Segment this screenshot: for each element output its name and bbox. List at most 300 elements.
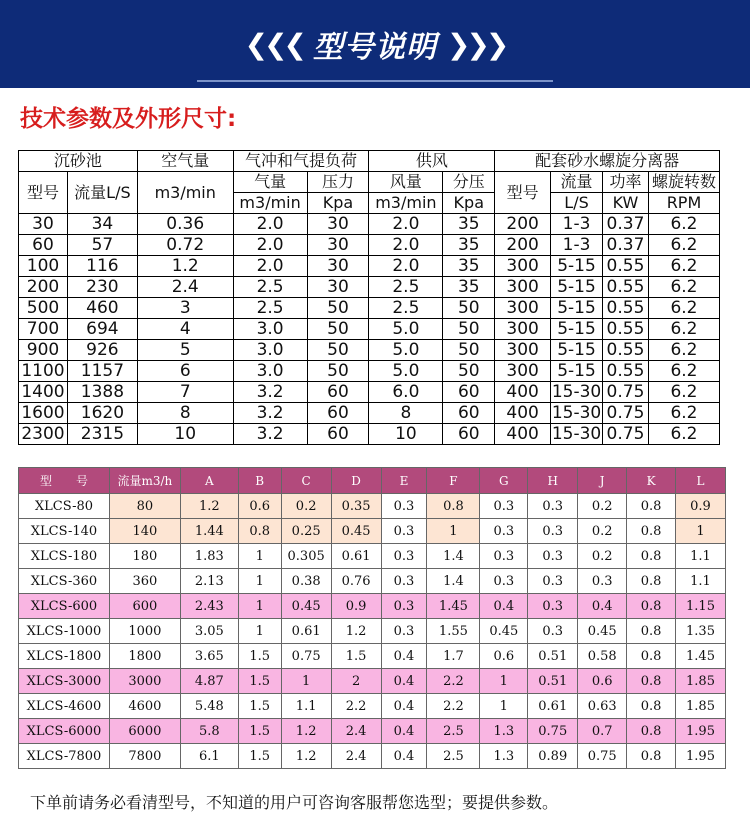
dimension-cell: 4600 bbox=[109, 694, 180, 719]
spec-cell: 0.37 bbox=[603, 214, 649, 235]
spec-cell: 3.2 bbox=[233, 403, 307, 424]
dimension-row bbox=[19, 644, 726, 669]
dimension-cell: 0.8 bbox=[627, 719, 676, 744]
dimension-cell: 0.3 bbox=[528, 569, 578, 594]
dimension-cell: 1.45 bbox=[676, 644, 726, 669]
dimension-cell: 0.4 bbox=[381, 694, 427, 719]
spec-cell: 6.2 bbox=[648, 382, 719, 403]
dimension-cell: 0.4 bbox=[480, 594, 528, 619]
dimension-cell: 2.5 bbox=[427, 719, 480, 744]
dimension-cell: 0.25 bbox=[281, 519, 331, 544]
spec-cell: 200 bbox=[495, 214, 551, 235]
dimension-cell: 0.51 bbox=[528, 644, 578, 669]
spec-row bbox=[19, 403, 720, 424]
spec-cell: 2.5 bbox=[369, 298, 443, 319]
dimension-cell: 0.6 bbox=[480, 644, 528, 669]
dimension-cell: 0.3 bbox=[480, 494, 528, 519]
dimension-cell: 0.3 bbox=[381, 544, 427, 569]
spec-cell: 200 bbox=[495, 235, 551, 256]
spec-cell: 5.0 bbox=[369, 319, 443, 340]
model-cell: XLCS-1000 bbox=[19, 619, 110, 644]
spec-cell: 60 bbox=[307, 403, 369, 424]
spec-cell: 700 bbox=[19, 319, 68, 340]
dimension-cell: 0.45 bbox=[331, 519, 381, 544]
spec-cell: 0.75 bbox=[603, 403, 649, 424]
spec-subheader: 型号 bbox=[495, 172, 551, 214]
dimension-cell: 0.61 bbox=[331, 544, 381, 569]
spec-cell: 1-3 bbox=[551, 214, 603, 235]
dimension-cell: 1.2 bbox=[180, 494, 238, 519]
dimension-cell: 0.61 bbox=[281, 619, 331, 644]
spec-cell: 57 bbox=[67, 235, 137, 256]
spec-cell: 50 bbox=[443, 298, 495, 319]
spec-cell: 10 bbox=[137, 424, 233, 445]
dimension-cell: 0.45 bbox=[281, 594, 331, 619]
dimension-cell: 1.15 bbox=[676, 594, 726, 619]
dimension-cell: 3.05 bbox=[180, 619, 238, 644]
dimension-table-body bbox=[19, 494, 726, 769]
banner-title-text: 型号说明 bbox=[313, 30, 437, 65]
spec-cell: 60 bbox=[307, 382, 369, 403]
dimension-cell: 180 bbox=[109, 544, 180, 569]
spec-subheader: 流量 bbox=[551, 172, 603, 193]
spec-cell: 5-15 bbox=[551, 340, 603, 361]
spec-cell: 5 bbox=[137, 340, 233, 361]
footer-note: 下单前请务必看清型号，不知道的用户可咨询客服帮您选型；要提供参数。 bbox=[30, 793, 559, 812]
dimension-cell: 0.8 bbox=[627, 544, 676, 569]
spec-cell: 3.2 bbox=[233, 382, 307, 403]
spec-cell: 5.0 bbox=[369, 340, 443, 361]
spec-subheader: 流量L/S bbox=[67, 172, 137, 214]
spec-cell: 0.55 bbox=[603, 277, 649, 298]
spec-cell: 10 bbox=[369, 424, 443, 445]
spec-cell: 15-30 bbox=[551, 382, 602, 402]
dimension-cell: 0.58 bbox=[578, 644, 627, 669]
dimension-cell: 0.3 bbox=[381, 494, 427, 519]
spec-group-header: 供风 bbox=[369, 151, 495, 172]
model-cell: XLCS-600 bbox=[19, 594, 110, 619]
spec-cell: 5.0 bbox=[369, 361, 443, 382]
dimension-cell: 1.55 bbox=[427, 619, 480, 644]
spec-cell: 60 bbox=[307, 424, 369, 445]
dimension-cell: 1.5 bbox=[238, 669, 281, 694]
dimension-cell: 1.7 bbox=[427, 644, 480, 669]
spec-subheader: 气量 bbox=[233, 172, 307, 193]
dimension-cell: 0.38 bbox=[281, 569, 331, 594]
spec-cell: 0.36 bbox=[137, 214, 233, 235]
spec-unit: KW bbox=[603, 193, 649, 214]
dimension-cell: 0.3 bbox=[528, 519, 578, 544]
dimension-cell: 0.3 bbox=[381, 594, 427, 619]
spec-cell: 300 bbox=[495, 277, 551, 298]
dimension-cell: 0.76 bbox=[331, 569, 381, 594]
dimension-cell: 0.89 bbox=[528, 744, 578, 769]
spec-cell: 6.2 bbox=[648, 403, 719, 424]
spec-cell: 50 bbox=[307, 361, 369, 382]
spec-cell: 30 bbox=[307, 235, 369, 256]
spec-row bbox=[19, 340, 720, 361]
spec-cell: 6.2 bbox=[648, 298, 719, 319]
spec-row bbox=[19, 319, 720, 340]
dimension-cell: 2.4 bbox=[331, 744, 381, 769]
spec-row bbox=[19, 382, 720, 403]
model-cell: XLCS-360 bbox=[19, 569, 110, 594]
spec-cell: 3 bbox=[137, 298, 233, 319]
spec-row bbox=[19, 214, 720, 235]
spec-cell: 50 bbox=[307, 319, 369, 340]
spec-cell: 900 bbox=[19, 340, 68, 361]
dimension-cell: 1.85 bbox=[676, 669, 726, 694]
spec-cell: 5-15 bbox=[551, 256, 603, 277]
dimension-cell: 0.4 bbox=[381, 719, 427, 744]
dimension-header-cell: B bbox=[238, 468, 281, 494]
dimension-cell: 0.3 bbox=[381, 569, 427, 594]
spec-cell: 30 bbox=[307, 214, 369, 235]
dimension-header-cell: D bbox=[331, 468, 381, 494]
dimension-cell: 1 bbox=[427, 519, 480, 544]
dimension-cell: 1.35 bbox=[676, 619, 726, 644]
dimension-cell: 0.75 bbox=[281, 644, 331, 669]
dimension-cell: 0.75 bbox=[528, 719, 578, 744]
dimension-cell: 6.1 bbox=[180, 744, 238, 769]
spec-group-header: 沉砂池 bbox=[19, 151, 138, 172]
spec-cell: 3.0 bbox=[233, 340, 307, 361]
spec-cell: 2.0 bbox=[233, 214, 307, 235]
spec-cell: 0.72 bbox=[137, 235, 233, 256]
spec-cell: 35 bbox=[443, 256, 495, 277]
dimension-cell: 5.8 bbox=[180, 719, 238, 744]
spec-cell: 30 bbox=[19, 214, 68, 235]
dimension-row bbox=[19, 619, 726, 644]
spec-unit: Kpa bbox=[307, 193, 369, 214]
dimension-cell: 0.3 bbox=[480, 519, 528, 544]
spec-group-header-row bbox=[19, 151, 720, 172]
dimension-cell: 1.3 bbox=[480, 744, 528, 769]
dimension-cell: 1.85 bbox=[676, 694, 726, 719]
dimension-cell: 1.83 bbox=[180, 544, 238, 569]
dimension-cell: 0.2 bbox=[578, 494, 627, 519]
dimension-cell: 80 bbox=[109, 494, 180, 519]
dimension-cell: 1.5 bbox=[238, 744, 281, 769]
spec-row bbox=[19, 298, 720, 319]
spec-cell: 2.5 bbox=[233, 298, 307, 319]
spec-cell: 35 bbox=[443, 235, 495, 256]
dimension-header-cell: 型 号 bbox=[19, 468, 110, 494]
model-cell: XLCS-7800 bbox=[19, 744, 110, 769]
dimension-header-cell: 流量m3/h bbox=[109, 468, 180, 494]
spec-cell: 15-30 bbox=[551, 424, 602, 444]
spec-cell: 4 bbox=[137, 319, 233, 340]
right-chevrons-icon: ❯❯❯ bbox=[447, 27, 506, 61]
dimension-cell: 0.305 bbox=[281, 544, 331, 569]
left-chevrons-icon: ❮❮❮ bbox=[244, 27, 303, 61]
spec-cell: 3.0 bbox=[233, 319, 307, 340]
dimension-table bbox=[18, 467, 726, 769]
spec-cell: 0.75 bbox=[603, 382, 649, 403]
model-cell: XLCS-80 bbox=[19, 494, 110, 519]
spec-cell: 500 bbox=[19, 298, 68, 319]
spec-cell: 8 bbox=[137, 403, 233, 424]
dimension-cell: 0.3 bbox=[528, 619, 578, 644]
spec-unit: L/S bbox=[551, 193, 603, 214]
spec-cell: 200 bbox=[19, 277, 68, 298]
spec-subheader: m3/min bbox=[137, 172, 233, 214]
dimension-cell: 0.8 bbox=[627, 669, 676, 694]
dimension-header-cell: A bbox=[180, 468, 238, 494]
dimension-cell: 0.4 bbox=[578, 594, 627, 619]
dimension-cell: 7800 bbox=[109, 744, 180, 769]
spec-row bbox=[19, 424, 720, 445]
spec-cell: 6.2 bbox=[648, 361, 719, 382]
dimension-header-cell: C bbox=[281, 468, 331, 494]
dimension-header-cell: E bbox=[381, 468, 427, 494]
spec-cell: 50 bbox=[443, 319, 495, 340]
spec-cell: 50 bbox=[307, 298, 369, 319]
dimension-cell: 0.3 bbox=[381, 619, 427, 644]
spec-cell: 400 bbox=[495, 424, 551, 445]
dimension-cell: 1 bbox=[676, 519, 726, 544]
spec-table bbox=[18, 150, 720, 445]
spec-cell: 460 bbox=[67, 298, 137, 319]
spec-cell: 2.0 bbox=[233, 235, 307, 256]
dimension-cell: 1 bbox=[238, 619, 281, 644]
spec-cell: 2.0 bbox=[369, 235, 443, 256]
dimension-cell: 0.8 bbox=[627, 594, 676, 619]
spec-cell: 2.0 bbox=[369, 256, 443, 277]
spec-cell: 2.0 bbox=[369, 214, 443, 235]
spec-unit: Kpa bbox=[443, 193, 495, 214]
spec-unit: m3/min bbox=[233, 193, 307, 214]
dimension-row bbox=[19, 719, 726, 744]
spec-row bbox=[19, 235, 720, 256]
spec-row bbox=[19, 277, 720, 298]
model-cell: XLCS-4600 bbox=[19, 694, 110, 719]
dimension-cell: 0.2 bbox=[578, 544, 627, 569]
model-cell: XLCS-180 bbox=[19, 544, 110, 569]
model-cell: XLCS-1800 bbox=[19, 644, 110, 669]
dimension-cell: 2.5 bbox=[427, 744, 480, 769]
dimension-cell: 0.61 bbox=[528, 694, 578, 719]
spec-cell: 116 bbox=[67, 256, 137, 277]
spec-cell: 1157 bbox=[67, 361, 137, 382]
dimension-cell: 0.35 bbox=[331, 494, 381, 519]
dimension-cell: 1000 bbox=[109, 619, 180, 644]
spec-cell: 0.55 bbox=[603, 340, 649, 361]
spec-cell: 60 bbox=[443, 403, 495, 424]
dimension-cell: 0.4 bbox=[381, 644, 427, 669]
dimension-row bbox=[19, 494, 726, 519]
spec-cell: 35 bbox=[443, 277, 495, 298]
spec-cell: 0.75 bbox=[603, 424, 649, 445]
dimension-cell: 0.3 bbox=[480, 569, 528, 594]
dimension-cell: 0.8 bbox=[238, 519, 281, 544]
spec-subheader: 功率 bbox=[603, 172, 649, 193]
dimension-cell: 360 bbox=[109, 569, 180, 594]
dimension-cell: 0.3 bbox=[528, 544, 578, 569]
model-cell: XLCS-6000 bbox=[19, 719, 110, 744]
spec-group-header: 气冲和气提负荷 bbox=[233, 151, 369, 172]
dimension-cell: 1.44 bbox=[180, 519, 238, 544]
dimension-cell: 1.1 bbox=[281, 694, 331, 719]
spec-subheader: 螺旋转数 bbox=[648, 172, 719, 193]
spec-subheader-row bbox=[19, 172, 720, 193]
spec-cell: 50 bbox=[443, 340, 495, 361]
model-cell: XLCS-140 bbox=[19, 519, 110, 544]
dimension-header-row bbox=[19, 468, 726, 494]
dimension-cell: 1.2 bbox=[331, 619, 381, 644]
dimension-header-cell: J bbox=[578, 468, 627, 494]
spec-cell: 5-15 bbox=[551, 361, 603, 382]
dimension-cell: 0.51 bbox=[528, 669, 578, 694]
dimension-cell: 0.8 bbox=[427, 494, 480, 519]
dimension-cell: 1.1 bbox=[676, 544, 726, 569]
dimension-cell: 0.4 bbox=[381, 744, 427, 769]
spec-unit: RPM bbox=[648, 193, 719, 214]
spec-cell: 30 bbox=[307, 277, 369, 298]
spec-cell: 400 bbox=[495, 403, 551, 424]
spec-row bbox=[19, 361, 720, 382]
dimension-cell: 1.5 bbox=[238, 719, 281, 744]
spec-cell: 300 bbox=[495, 319, 551, 340]
model-cell: XLCS-3000 bbox=[19, 669, 110, 694]
spec-cell: 60 bbox=[443, 424, 495, 445]
dimension-cell: 600 bbox=[109, 594, 180, 619]
dimension-cell: 0.6 bbox=[238, 494, 281, 519]
dimension-cell: 0.9 bbox=[331, 594, 381, 619]
dimension-cell: 1.2 bbox=[281, 744, 331, 769]
dimension-cell: 0.2 bbox=[578, 519, 627, 544]
dimension-header-cell: L bbox=[676, 468, 726, 494]
dimension-cell: 0.8 bbox=[627, 519, 676, 544]
spec-cell: 50 bbox=[307, 340, 369, 361]
spec-cell: 8 bbox=[369, 403, 443, 424]
dimension-cell: 1 bbox=[480, 694, 528, 719]
spec-cell: 100 bbox=[19, 256, 68, 277]
spec-cell: 1600 bbox=[19, 403, 68, 424]
spec-cell: 50 bbox=[443, 361, 495, 382]
dimension-cell: 5.48 bbox=[180, 694, 238, 719]
spec-cell: 400 bbox=[495, 382, 551, 403]
dimension-cell: 0.8 bbox=[627, 569, 676, 594]
dimension-cell: 3.65 bbox=[180, 644, 238, 669]
dimension-cell: 0.4 bbox=[381, 669, 427, 694]
dimension-header-cell: F bbox=[427, 468, 480, 494]
dimension-cell: 2.43 bbox=[180, 594, 238, 619]
spec-table-body bbox=[19, 214, 720, 445]
dimension-cell: 0.3 bbox=[578, 569, 627, 594]
dimension-header-cell: H bbox=[528, 468, 578, 494]
dimension-row bbox=[19, 669, 726, 694]
dimension-cell: 4.87 bbox=[180, 669, 238, 694]
spec-cell: 5-15 bbox=[551, 277, 603, 298]
spec-cell: 60 bbox=[19, 235, 68, 256]
dimension-cell: 2 bbox=[331, 669, 381, 694]
dimension-cell: 6000 bbox=[109, 719, 180, 744]
spec-cell: 6.2 bbox=[648, 340, 719, 361]
spec-cell: 2.4 bbox=[137, 277, 233, 298]
dimension-cell: 1.5 bbox=[238, 694, 281, 719]
dimension-cell: 0.8 bbox=[627, 644, 676, 669]
spec-cell: 5-15 bbox=[551, 319, 603, 340]
spec-cell: 6.2 bbox=[648, 214, 719, 235]
dimension-cell: 1.3 bbox=[480, 719, 528, 744]
spec-cell: 1400 bbox=[19, 382, 68, 403]
spec-cell: 35 bbox=[443, 214, 495, 235]
dimension-cell: 2.2 bbox=[427, 694, 480, 719]
dimension-cell: 1.4 bbox=[427, 569, 480, 594]
dimension-cell: 1.45 bbox=[427, 594, 480, 619]
spec-cell: 6 bbox=[137, 361, 233, 382]
dimension-cell: 1 bbox=[281, 669, 331, 694]
spec-row bbox=[19, 256, 720, 277]
spec-cell: 2300 bbox=[19, 424, 68, 445]
dimension-header-cell: G bbox=[480, 468, 528, 494]
spec-cell: 0.55 bbox=[603, 256, 649, 277]
dimension-cell: 0.45 bbox=[578, 619, 627, 644]
spec-cell: 2315 bbox=[67, 424, 137, 445]
spec-cell: 0.37 bbox=[603, 235, 649, 256]
dimension-row bbox=[19, 594, 726, 619]
dimension-cell: 0.3 bbox=[528, 594, 578, 619]
spec-cell: 6.2 bbox=[648, 424, 719, 445]
dimension-cell: 1 bbox=[480, 669, 528, 694]
dimension-cell: 1 bbox=[238, 594, 281, 619]
spec-cell: 1100 bbox=[19, 361, 68, 382]
dimension-cell: 0.8 bbox=[627, 744, 676, 769]
dimension-cell: 0.7 bbox=[578, 719, 627, 744]
spec-cell: 0.55 bbox=[603, 319, 649, 340]
spec-unit: m3/min bbox=[369, 193, 443, 214]
dimension-header-cell: K bbox=[627, 468, 676, 494]
dimension-row bbox=[19, 544, 726, 569]
spec-subheader: 压力 bbox=[307, 172, 369, 193]
dimension-cell: 0.75 bbox=[578, 744, 627, 769]
dimension-cell: 0.8 bbox=[627, 619, 676, 644]
dimension-row bbox=[19, 519, 726, 544]
spec-cell: 230 bbox=[67, 277, 137, 298]
dimension-cell: 0.63 bbox=[578, 694, 627, 719]
spec-cell: 300 bbox=[495, 340, 551, 361]
dimension-cell: 0.3 bbox=[381, 519, 427, 544]
dimension-cell: 3000 bbox=[109, 669, 180, 694]
spec-cell: 30 bbox=[307, 256, 369, 277]
spec-cell: 0.55 bbox=[603, 298, 649, 319]
dimension-row bbox=[19, 694, 726, 719]
spec-cell: 6.0 bbox=[369, 382, 443, 403]
spec-cell: 7 bbox=[137, 382, 233, 403]
spec-cell: 34 bbox=[67, 214, 137, 235]
dimension-cell: 1.5 bbox=[331, 644, 381, 669]
dimension-cell: 1 bbox=[238, 569, 281, 594]
dimension-cell: 1.1 bbox=[676, 569, 726, 594]
spec-group-header: 配套砂水螺旋分离器 bbox=[495, 151, 720, 172]
spec-cell: 3.0 bbox=[233, 361, 307, 382]
dimension-cell: 0.45 bbox=[480, 619, 528, 644]
dimension-cell: 140 bbox=[109, 519, 180, 544]
dimension-row bbox=[19, 744, 726, 769]
dimension-cell: 1.4 bbox=[427, 544, 480, 569]
spec-cell: 15-30 bbox=[551, 403, 602, 423]
spec-cell: 6.2 bbox=[648, 319, 719, 340]
spec-cell: 3.2 bbox=[233, 424, 307, 445]
spec-cell: 6.2 bbox=[648, 256, 719, 277]
dimension-cell: 1.5 bbox=[238, 644, 281, 669]
spec-cell: 300 bbox=[495, 256, 551, 277]
spec-cell: 2.5 bbox=[369, 277, 443, 298]
dimension-cell: 1 bbox=[238, 544, 281, 569]
spec-cell: 5-15 bbox=[551, 298, 603, 319]
spec-cell: 0.55 bbox=[603, 361, 649, 382]
